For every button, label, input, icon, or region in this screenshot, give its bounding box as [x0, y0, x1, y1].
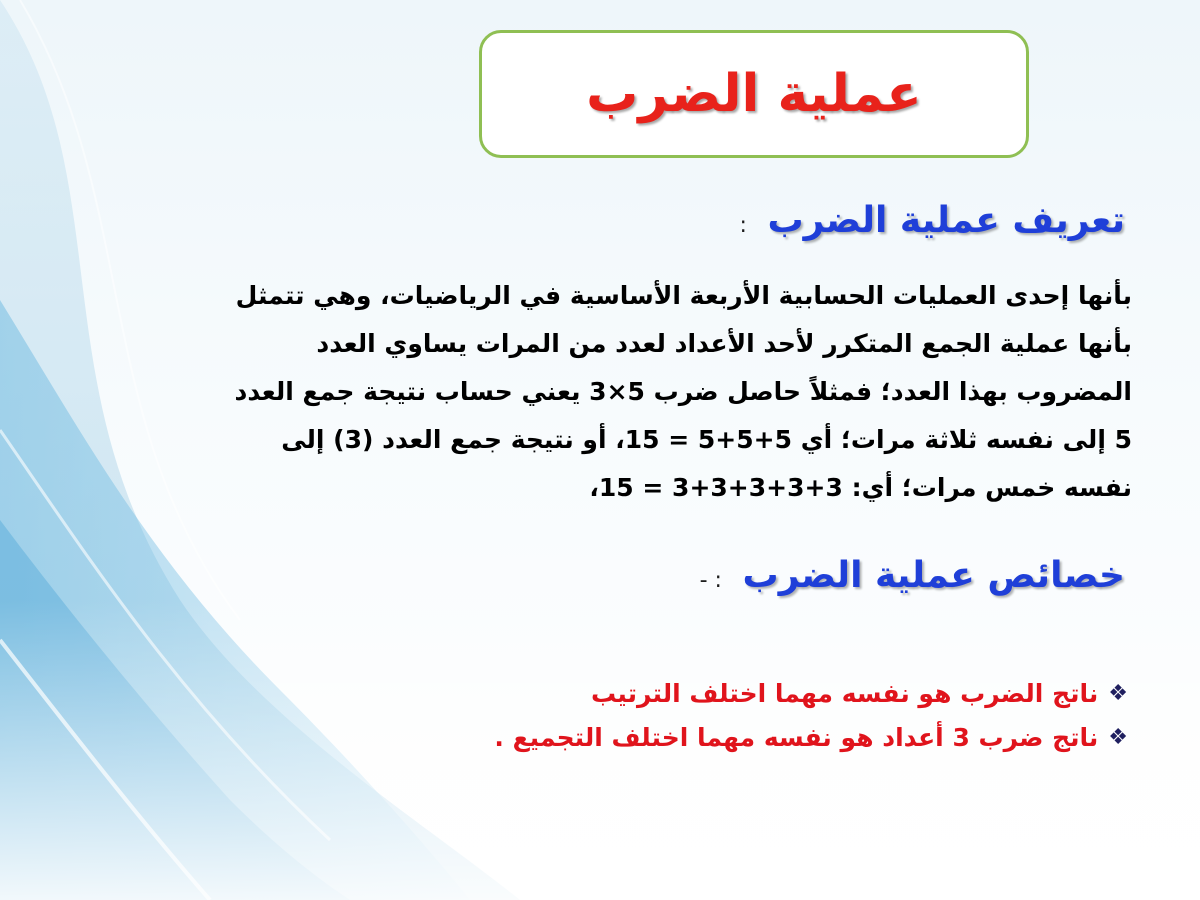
definition-line: المضروب بهذا العدد؛ فمثلاً حاصل ضرب 5×3 يعني حساب نتيجة جمع العدد	[234, 377, 1132, 406]
list-item	[494, 672, 1128, 716]
properties-heading-text: خصائص عملية الضرب	[742, 555, 1125, 596]
diamond-bullet-icon: ❖	[1108, 681, 1128, 706]
properties-list	[494, 672, 1128, 760]
definition-line: نفسه خمس مرات؛ أي: 3+3+3+3+3 = 15،	[589, 473, 1132, 502]
properties-heading	[700, 555, 1125, 596]
definition-line: بأنها عملية الجمع المتكرر لأحد الأعداد لعدد من المرات يساوي العدد	[316, 329, 1132, 358]
definition-line: بأنها إحدى العمليات الحسابية الأربعة الأساسية في الرياضيات، وهي تتمثل	[235, 281, 1132, 310]
properties-heading-suffix: : -	[699, 568, 722, 593]
property-text: ناتج ضرب 3 أعداد هو نفسه مهما اختلف التجميع .	[494, 723, 1099, 752]
definition-line: 5 إلى نفسه ثلاثة مرات؛ أي 5+5+5 = 15، أو نتيجة جمع العدد (3) إلى	[281, 425, 1132, 454]
property-text: ناتج الضرب هو نفسه مهما اختلف الترتيب	[590, 679, 1099, 708]
slide-title: عملية الضرب	[586, 64, 922, 124]
definition-paragraph	[118, 272, 1132, 512]
list-item	[494, 716, 1128, 760]
title-box	[479, 30, 1029, 158]
definition-heading	[739, 200, 1125, 241]
definition-heading-text: تعريف عملية الضرب	[767, 200, 1125, 241]
diamond-bullet-icon: ❖	[1108, 725, 1128, 750]
definition-heading-suffix: :	[739, 213, 747, 238]
